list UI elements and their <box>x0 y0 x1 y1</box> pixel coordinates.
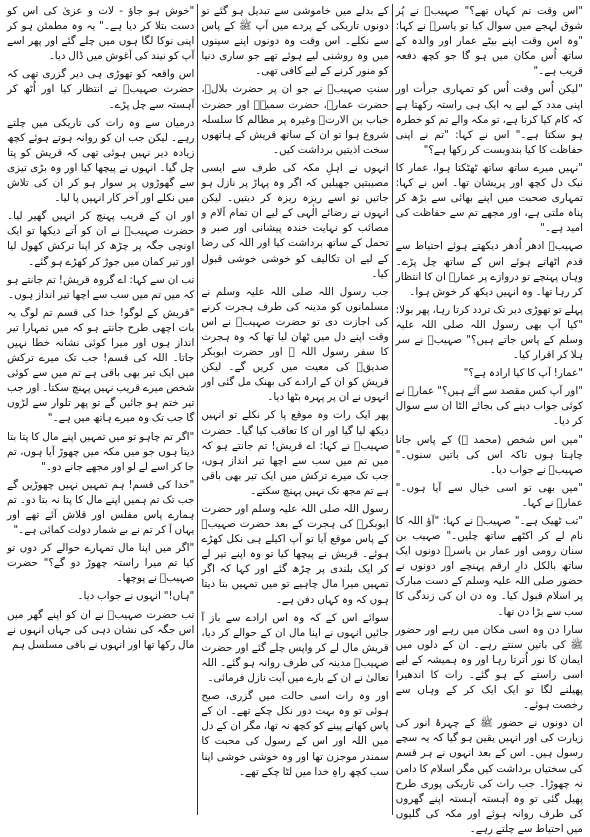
paragraph: اور ان کے قریب پہنچ کر انہیں گھیر لیا۔ حضرت صہیبؓ نے ان کو آتے دیکھا تو ایک اونچی جگہ پر چڑھ کر اپنا ترکش کھول لیا اور تیر کمان میں جوڑ کر کھڑے ہو گئے۔ <box>7 210 195 268</box>
paragraph: تب حضرت صہیبؓ نے ان کو اپنے گھر میں اس جگہ کی نشان دہی کی جہاں انہوں نے مال رکھا تھا اور انہوں نے باقی مسلسل ہم <box>7 608 195 651</box>
paragraph: سوائے اس کے کہ وہ اس ارادے سے باز آ جائیں انہوں نے اپنا مال ان کے حوالے کر دیا، قریش مال لے کر واپس چلے گئے اور حضرت صہیبؓ مدینہ کی طرف روانہ ہو گئے۔ اللہ تعالیٰ نے ان کے بارے میں آیت نازل فرمائی۔ <box>201 611 389 685</box>
text-column-left <box>4 4 197 815</box>
paragraph: "عمار! آپ کا کیا ارادہ ہے؟" <box>463 367 583 380</box>
paragraph: پہلے تو تھوڑی دیر تک تردد کرتا رہا، پھر بولا: "کیا آپ بھی رسول اللہ صلی اللہ علیہ وسلم کے پاس جاتے ہیں؟" صہیبؓ نے سر ہلا کر اقرار کیا۔ <box>395 303 583 362</box>
paragraph: "ہاں!" انہوں نے جواب دیا۔ <box>77 590 195 603</box>
paragraph: تب ان سے کہا: اے گروہ قریش! تم جانتے ہو کہ میں تم میں سب سے اچھا تیر انداز ہوں۔ <box>7 273 195 301</box>
text-column-middle <box>198 4 391 815</box>
paragraph: اور وہ رات اسی حالت میں گزری، صبح ہوئی تو وہ بہت دور نکل چکے تھے۔ ان کے پاس کھانے پینے کو کچھ نہ تھا، مگر ان کے دل میں اللہ اور اس کے رسول کی محبت کا سمندر موجزن تھا اور وہ خوشی خوشی اپنا سب کچھ راہِ خدا میں لٹا چکے تھے۔ <box>201 690 389 778</box>
paragraph: ان دونوں نے حضور ﷺ کے چہرۂ انور کی زیارت کی اور انہیں یقین ہو گیا کہ یہ سچے رسول ہیں۔ اس کے بعد انہوں نے ہر قسم کی سختیاں برداشت کیں مگر اسلام کا دامن نہ چھوڑا۔ جب رات کی تاریکی پوری طرح پھیل گئی تو وہ آہستہ آہستہ اپنے گھروں کی طرف روانہ ہوئے اور مکہ کی گلیوں میں احتیاط سے چلتے رہے۔ <box>395 717 583 835</box>
paragraph: "میں اس شخص (محمد ﷺ) کے پاس جانا چاہتا ہوں تاکہ اس کی باتیں سنوں۔" صہیبؓ نے جواب دیا۔ <box>395 433 583 476</box>
paragraph: پھر ایک رات وہ موقع پا کر نکلے تو انہیں دیکھ لیا گیا اور ان کا تعاقب کیا گیا۔ حضرت صہیبؓ نے کہا: اے قریش! تم جانتے ہو کہ میں تم میں سب سے اچھا تیر انداز ہوں، جب تک میرے ترکش میں ایک تیر بھی باقی ہے تم مجھ تک نہیں پہنچ سکتے۔ <box>201 409 389 497</box>
paragraph: رسول اللہ صلی اللہ علیہ وسلم اور حضرت ابوبکرؓ کی ہجرت کے بعد حضرت صہیبؓ کے پاس موقع آیا تو آپ اکیلے ہی نکل کھڑے ہوئے۔ قریش نے پیچھا کیا تو وہ اپنے تیر لے کر ایک بلندی پر چڑھ گئے اور کہا کہ اگر تمہیں میرا مال چاہیے تو میں تمہیں بتا دیتا ہوں کہ وہ کہاں دفن ہے۔ <box>201 503 389 606</box>
paragraph: "قریش کے لوگو! خدا کی قسم تم لوگ یہ بات اچھی طرح جانتے ہو کہ میں تمہارا تیر انداز ہوں اور میرا کوئی نشانہ خطا نہیں جاتا۔ اللہ کی قسم! جب تک میرے ترکش میں ایک تیر بھی باقی ہے تم میں سے کوئی شخص میرے قریب نہیں پہنچ سکتا۔ اور جب تیر ختم ہو جائیں گے تو پھر تلوار سے لڑوں گا جب تک وہ میرے ہاتھ میں ہے۔" <box>7 306 195 425</box>
paragraph: "اور آپ کس مقصد سے آئے ہیں؟" عمارؓ نے کوئی جواب دینے کی بجائے الٹا ان سے سوال کر دیا۔ <box>395 385 583 428</box>
paragraph: "تب ٹھیک ہے۔" صہیبؓ نے کہا: "آؤ اللہ کا نام لے کر اکٹھے ساتھ چلیں۔" صہیب بن سنان رومی اور عمار بن یاسرؓ دونوں ایک ساتھ بالکل دارِ ارقم پہنچے اور دونوں نے حضور صلی اللہ علیہ وسلم کے دست مبارک پر اسلام قبول کیا۔ وہ دن ان کی زندگی کا سب سے بڑا دن تھا۔ <box>395 515 583 618</box>
paragraph: "اس وقت تم کہاں تھے؟" صہیبؓ نے پُر شوق لہجے میں سوال کیا تو یاسرؓ نے کہا: "وہ اس وقت اپنے بیٹے عمار اور والدہ کے ساتھ اُس مکان میں ہو گا جو کچھ دفعہ قریب ہے۔" <box>395 5 583 78</box>
paragraph: سارا دن وہ اسی مکان میں رہے اور حضور ﷺ کی باتیں سنتے رہے۔ ان کے دلوں میں ایمان کا نور اُترتا رہا اور وہ ہمیشہ کے لیے اسی راستے کے ہو گئے۔ رات کا اندھیرا پھیلنے لگا تو ایک ایک کر کے وہاں سے رخصت ہوئے۔ <box>395 623 583 712</box>
paragraph: "نہیں میرے ساتھ ساتھ ٹھٹکتا ہوا، عمار کا نیک دل کچھ اور پریشان تھا۔ اس نے کہا: تمہاری صحبت میں اپنے بھائی سے بڑھ کر پناہ ملتی ہے، اور مجھے تم سے حفاظت کی امید ہے۔" <box>395 161 583 235</box>
paragraph: درمیان سے وہ رات کی تاریکی میں چلتے رہے۔ لیکن جب ان کو روانہ ہوتے ہوئے کچھ زیادہ دیر نہیں ہوئی تھی کہ قریش کو پتا چل گیا۔ انہوں نے پیچھا کیا اور وہ بڑی تیزی سے گھوڑوں پر سوار ہو کر ان کی تلاش میں نکلے اور آخر کار انہیں پا لیا۔ <box>7 116 195 205</box>
paragraph: "خوش ہو جاؤ - لات و عزیٰ کی اس کو دست بتلا کر دیا ہے۔" یہ وہ مطمئن ہو کر اپنی نوکا لگا ہوں میں چلے گئے اور پھر اسے آپ کو نیند کی آغوش میں ڈال دیا۔ <box>7 5 195 63</box>
paragraph: "میں بھی تو اسی خیال سے آیا ہوں۔" عمارؓ نے کہا۔ <box>395 481 583 509</box>
paragraph: اس واقعہ کو تھوڑی ہی دیر گزری تھی کہ حضرت صہیبؓ نے انتظار کیا اور اُٹھ کر آہستہ سے چل پڑے۔ <box>7 68 195 111</box>
text-column-right <box>393 4 586 835</box>
paragraph: "اگر میں اپنا مال تمہارے حوالے کر دوں تو کیا تم میرا راستہ چھوڑ دو گے؟" حضرت صہیبؓ نے پوچھا۔ <box>7 542 195 585</box>
paragraph: انہوں نے اہلِ مکہ کی طرف سے ایسی مصیبتیں جھیلیں کہ اگر وہ پہاڑ پر نازل ہو جاتیں تو اسے ریزہ ریزہ کر دیتیں۔ لیکن انہوں نے رضائے الٰہی کے لیے ان تمام آلام و مصائب کو نہایت خندہ پیشانی اور صبر و تحمل کے ساتھ برداشت کیا اور اللہ کی رضا کے لیے ان تکالیف کو خوشی خوشی قبول کیا۔ <box>201 161 389 280</box>
paragraph: "اگر تم چاہو تو میں تمہیں اپنے مال کا پتا بتا دیتا ہوں جو میں مکہ میں چھوڑ آیا ہوں، تم جا کر اسے لے لو اور مجھے جانے دو۔" <box>7 430 195 473</box>
paragraph: صہیبؓ ادھر اُدھر دیکھتے ہوئے احتیاط سے قدم اٹھاتے ہوئے اس کے ساتھ چل پڑے۔ وہاں پہنچے تو دروازے پر عمارؓ ان کا انتظار کر رہا تھا۔ وہ انہیں دیکھ کر خوش ہوا۔ <box>395 240 583 298</box>
paragraph: سنتِ صہیبؓ نے جو ان پر حضرت بلالؓ، حضرت عمارؓ، حضرت سمیہؓ اور حضرت خباب بن الارتؓ وغیرہ پر مظالم کا سلسلہ شروع ہوا تو ان کے ساتھ قریش کے ہاتھوں سخت اذیتیں برداشت کیں۔ <box>201 83 389 156</box>
paragraph: جب رسول اللہ صلی اللہ علیہ وسلم نے مسلمانوں کو مدینہ کی طرف ہجرت کرنے کی اجازت دی تو حضرت صہیبؓ نے اس وقت اپنے دل میں ٹھان لیا تھا کہ وہ ہجرت کا سفر رسول اللہ ﷺ اور حضرت ابوبکر صدیقؓ کی معیت میں کریں گے۔ لیکن قریش کو ان کے ارادے کی بھنک مل گئی اور انہوں نے ان پر پہرہ بٹھا دیا۔ <box>201 285 389 404</box>
paragraph: "خدا کی قسم! ہم تمہیں نہیں چھوڑیں گے جب تک تم ہمیں اپنے مال کا پتا نہ بتا دو۔ تم ہمارے پاس مفلس اور قلاش آئے تھے اور یہاں آ کر تم نے بے شمار دولت کمائی ہے۔" <box>7 478 195 537</box>
paragraph: "لیکن اُس وقت اُس کو تمہاری جرأت اور اپنی مدد کے لیے یہ ایک ہی راستہ رکھتا ہے کہ کام کیا کرتا ہے، تو مکہ والے تم کو خطرہ ہو سکتا ہے۔" اس نے کہا: "تم نے اپنی حفاظت کا کیا بندوبست کر رکھا ہے؟" <box>395 83 583 156</box>
paragraph: کے بدلے میں خاموشی سے تبدیل ہو گئے تو دونوں تاریکی کے پردے میں آپ ﷺ کے پاس سے نکلے۔ اس وقت وہ دونوں اپنے سینوں میں وہ روشنی لیے ہوئے تھے جو ساری دنیا کو منور کرنے کے لیے کافی تھی۔ <box>201 5 389 78</box>
